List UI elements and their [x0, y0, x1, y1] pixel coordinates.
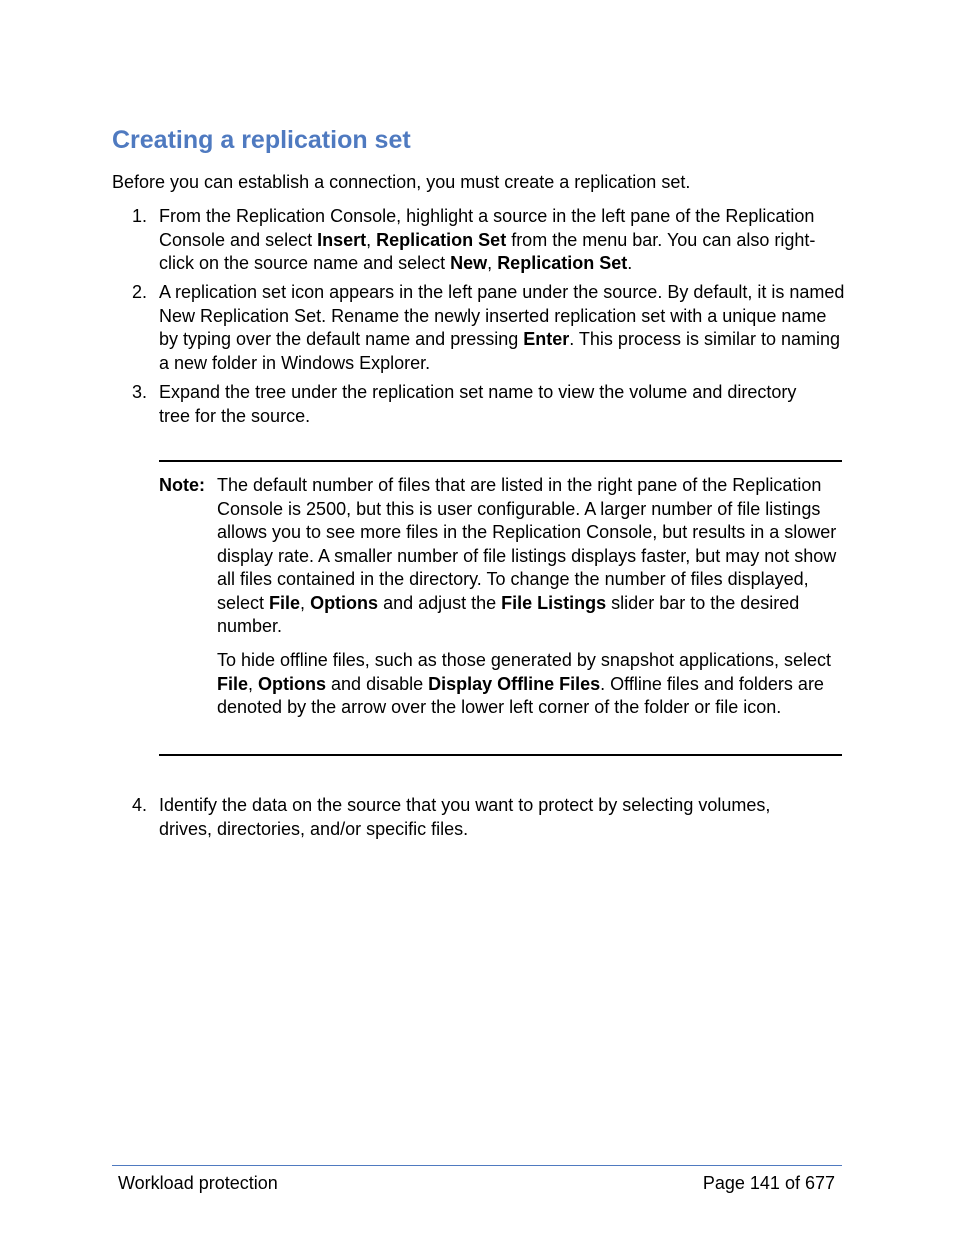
step-text: Expand the tree under the replication set name to view the volume and directory tree for the source. [159, 382, 797, 426]
key-term-enter: Enter [523, 329, 570, 349]
menu-term-file: File [217, 673, 249, 694]
step-number: 4. [132, 795, 148, 815]
note-label: Note: [159, 475, 205, 495]
note-box [159, 460, 842, 756]
footer-divider [112, 1165, 842, 1166]
menu-term-options: Options [258, 673, 327, 694]
step-text: Identify the data on the source that you want to protect by selecting volumes, drives, directories, and/or specific files. [159, 795, 771, 839]
option-term-display-offline-files: Display Offline Files [428, 673, 601, 694]
step-text: From the Replication Console, highlight a source in the left pane of the Replication Console and select Insert, Replication Set from the menu bar. You can also right-click on the source name and select New, Replication Set. [159, 206, 816, 273]
note-paragraph-2: To hide offline files, such as those generated by snapshot applications, select File, Options and disable Display Offline Files. Offline files and folders are denoted by the arrow over the lower left corner of the folder or file icon. [217, 650, 832, 717]
menu-term-new: New [450, 253, 488, 273]
footer-section-name: Workload protection [118, 1173, 278, 1193]
menu-term-replication-set: Replication Set [376, 229, 507, 250]
footer-page-number: Page 141 of 677 [702, 1173, 835, 1193]
menu-term-insert: Insert [317, 229, 367, 250]
menu-term-replication-set: Replication Set [497, 253, 628, 273]
step-text: A replication set icon appears in the left pane under the source. By default, it is named New Replication Set. Rename the newly inserted replication set with a unique name by typing over the default name and pressing Enter. This process is similar to naming a new folder in Windows Explorer. [159, 282, 845, 373]
option-term-file-listings: File Listings [501, 592, 607, 613]
page-title: Creating a replication set [112, 126, 411, 154]
intro-paragraph: Before you can establish a connection, you must create a replication set. [112, 172, 691, 192]
menu-term-options: Options [310, 592, 379, 613]
step-number: 1. [132, 206, 148, 226]
note-paragraph-1: The default number of files that are listed in the right pane of the Replication Console is 2500, but this is user configurable. A larger number of file listings allows you to see more files in the Replication Console, but results in a slower display rate. A smaller number of file listings displays faster, but may not show all files contained in the directory. To change the number of files displayed, select File, Options and adjust the File Listings slider bar to the desired number. [217, 475, 837, 636]
step-number: 2. [132, 282, 148, 302]
step-number: 3. [132, 382, 148, 402]
menu-term-file: File [269, 592, 301, 613]
